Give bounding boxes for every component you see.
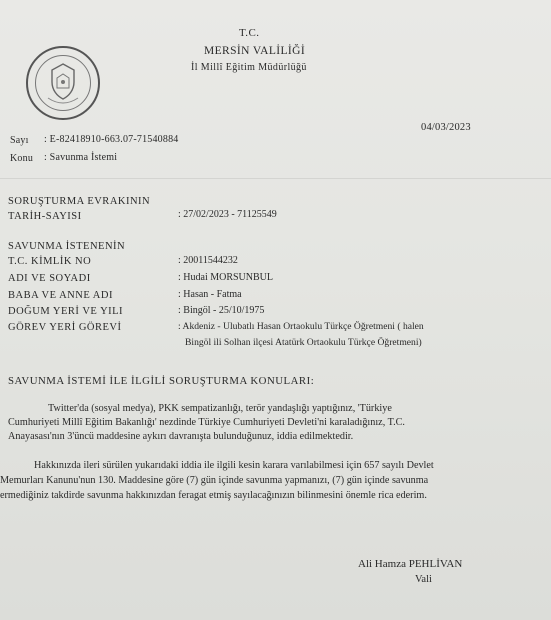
- field-label-parents: BABA VE ANNE ADI: [8, 290, 113, 301]
- ministry-seal-logo: [26, 46, 100, 120]
- konu-label: Konu: [10, 153, 34, 164]
- field-value-duty-continued: Bingöl ili Solhan ilçesi Atatürk Ortaokulu Türkçe Öğretmeni): [185, 337, 422, 348]
- document-date: 04/03/2023: [421, 122, 471, 133]
- field-value-duty: : Akdeniz - Ulubatlı Hasan Ortaokulu Türkçe Öğretmeni ( halen: [178, 321, 424, 332]
- subjects-line-1: Twitter'da (sosyal medya), PKK sempatizanlığı, terör yandaşlığı yaptığınız, 'Türkiye: [48, 403, 392, 414]
- paper-fold-line: [0, 178, 551, 179]
- person-section-label: SAVUNMA İSTENENİN: [8, 241, 126, 252]
- sayi-label: Sayı: [10, 135, 29, 146]
- request-line-3: ermediğiniz takdirde savunma hakkınızdan feragat etmiş sayılacağınızın bilinmesini önemle rica ederim.: [0, 490, 427, 501]
- field-label-name: ADI VE SOYADI: [8, 273, 91, 284]
- signatory-name: Ali Hamza PEHLİVAN: [358, 558, 463, 570]
- header-governorship: MERSİN VALİLİĞİ: [204, 45, 306, 57]
- sayi-value: : E-82418910-663.07-71540884: [44, 134, 179, 145]
- field-value-parents: : Hasan - Fatma: [178, 289, 242, 300]
- field-value-name: : Hudai MORSUNBUL: [178, 272, 274, 283]
- subjects-line-3: Anayasası'nın 3'üncü maddesine aykırı davranışta bulunduğunuz, iddia edilmektedir.: [8, 431, 354, 442]
- investigation-label-2: TARİH-SAYISI: [8, 211, 82, 222]
- request-line-2: Memurları Kanunu'nun 130. Maddesine göre (7) gün içinde savunma yapmanızı, (7) gün içinde savunma: [0, 475, 429, 486]
- field-value-tckn: : 20011544232: [178, 255, 238, 266]
- field-label-birth: DOĞUM YERİ VE YILI: [8, 306, 124, 317]
- field-value-birth: : Bingöl - 25/10/1975: [178, 305, 265, 316]
- field-label-duty: GÖREV YERİ GÖREVİ: [8, 322, 122, 333]
- investigation-value: : 27/02/2023 - 71125549: [178, 209, 277, 220]
- investigation-label-1: SORUŞTURMA EVRAKININ: [8, 196, 151, 207]
- subjects-line-2: Cumhuriyeti Millî Eğitim Bakanlığı' nezdinde Türkiye Cumhuriyeti Devleti'ni karaladığınız, T.C.: [8, 417, 405, 428]
- konu-value: : Savunma İstemi: [44, 152, 118, 163]
- header-directorate: İl Millî Eğitim Müdürlüğü: [191, 62, 307, 73]
- field-label-tckn: T.C. KİMLİK NO: [8, 256, 92, 267]
- header-tc: T.C.: [239, 27, 260, 39]
- subjects-title: SAVUNMA İSTEMİ İLE İLGİLİ SORUŞTURMA KONULARI:: [8, 375, 315, 387]
- request-line-1: Hakkınızda ileri sürülen yukarıdaki iddia ile ilgili kesin karara varılabilmesi için 657 sayılı Devlet: [34, 460, 434, 471]
- signatory-title: Vali: [415, 574, 432, 585]
